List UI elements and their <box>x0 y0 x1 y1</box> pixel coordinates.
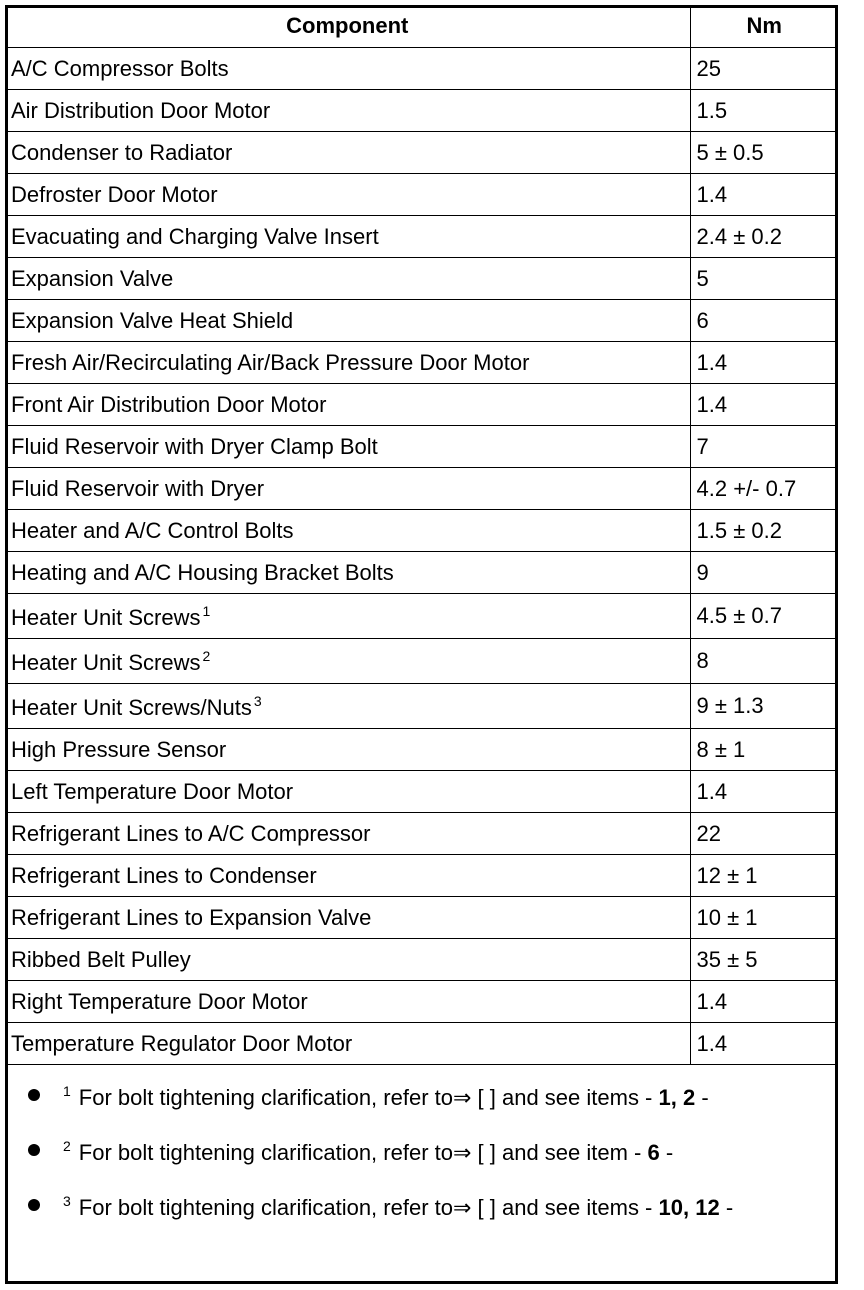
nm-cell: 10 ± 1 <box>690 897 838 939</box>
table-row <box>5 729 838 771</box>
footnote-marker: 1 <box>202 602 211 619</box>
bullet-icon <box>28 1144 40 1156</box>
table-row <box>5 258 838 300</box>
bullet-icon <box>28 1089 40 1101</box>
table-row <box>5 639 838 684</box>
nm-cell: 25 <box>690 48 838 90</box>
table-row <box>5 855 838 897</box>
nm-cell: 1.4 <box>690 342 838 384</box>
component-cell: Fluid Reservoir with Dryer Clamp Bolt <box>5 426 690 468</box>
footnote-end: - <box>665 1140 674 1165</box>
footnote-text <box>63 1193 733 1221</box>
table-row <box>5 48 838 90</box>
table-row <box>5 552 838 594</box>
nm-cell: 1.4 <box>690 1023 838 1065</box>
component-cell: A/C Compressor Bolts <box>5 48 690 90</box>
table-row <box>5 813 838 855</box>
nm-cell: 8 <box>690 639 838 684</box>
footnote-marker: 2 <box>63 1138 71 1154</box>
column-header-component: Component <box>5 5 690 48</box>
footnote-marker: 2 <box>202 647 211 664</box>
component-cell: Heating and A/C Housing Bracket Bolts <box>5 552 690 594</box>
nm-cell: 1.5 <box>690 90 838 132</box>
component-text: Heater Unit Screws <box>11 649 201 675</box>
footnotes <box>8 1075 835 1240</box>
nm-cell: 6 <box>690 300 838 342</box>
nm-cell: 1.4 <box>690 771 838 813</box>
footnote-text <box>63 1138 673 1166</box>
table-row <box>5 981 838 1023</box>
footnote-marker: 3 <box>63 1193 71 1209</box>
footnote-item <box>8 1185 835 1240</box>
footnote-item <box>8 1130 835 1185</box>
table-row <box>5 384 838 426</box>
footnote-items: 6 <box>647 1140 660 1165</box>
footnote-body: For bolt tightening clarification, refer to⇒ [ ] and see item - <box>78 1140 642 1165</box>
footnote-body: For bolt tightening clarification, refer to⇒ [ ] and see items - <box>78 1085 653 1110</box>
footnote-text <box>63 1083 709 1111</box>
component-text: Heater Unit Screws <box>11 604 201 630</box>
component-cell: Refrigerant Lines to Expansion Valve <box>5 897 690 939</box>
footnote-end: - <box>725 1195 734 1220</box>
footnote-items: 10, 12 <box>658 1195 720 1220</box>
nm-cell: 8 ± 1 <box>690 729 838 771</box>
table-row <box>5 939 838 981</box>
footnote-items: 1, 2 <box>658 1085 696 1110</box>
component-cell: Condenser to Radiator <box>5 132 690 174</box>
table-row <box>5 510 838 552</box>
column-header-nm: Nm <box>690 5 838 48</box>
component-cell <box>5 594 690 639</box>
footnote-marker: 3 <box>253 692 262 709</box>
nm-cell: 22 <box>690 813 838 855</box>
nm-cell: 1.4 <box>690 174 838 216</box>
footnote-marker: 1 <box>63 1083 71 1099</box>
component-cell: Right Temperature Door Motor <box>5 981 690 1023</box>
footnote-end: - <box>701 1085 709 1110</box>
table-row <box>5 216 838 258</box>
component-cell <box>5 684 690 729</box>
nm-cell: 5 <box>690 258 838 300</box>
nm-cell: 2.4 ± 0.2 <box>690 216 838 258</box>
nm-cell: 1.5 ± 0.2 <box>690 510 838 552</box>
nm-cell: 12 ± 1 <box>690 855 838 897</box>
component-cell: Air Distribution Door Motor <box>5 90 690 132</box>
component-cell: Expansion Valve Heat Shield <box>5 300 690 342</box>
component-cell: Heater and A/C Control Bolts <box>5 510 690 552</box>
table-row <box>5 897 838 939</box>
component-cell: Left Temperature Door Motor <box>5 771 690 813</box>
table-row <box>5 90 838 132</box>
table-row <box>5 594 838 639</box>
nm-cell: 4.2 +/- 0.7 <box>690 468 838 510</box>
nm-cell: 9 ± 1.3 <box>690 684 838 729</box>
torque-spec-table <box>5 5 838 1065</box>
nm-cell: 7 <box>690 426 838 468</box>
component-cell: Ribbed Belt Pulley <box>5 939 690 981</box>
nm-cell: 5 ± 0.5 <box>690 132 838 174</box>
table-row <box>5 1023 838 1065</box>
table-row <box>5 300 838 342</box>
table-header-row <box>5 5 838 48</box>
table-row <box>5 426 838 468</box>
nm-cell: 1.4 <box>690 981 838 1023</box>
table-row <box>5 174 838 216</box>
nm-cell: 35 ± 5 <box>690 939 838 981</box>
table-row <box>5 132 838 174</box>
component-cell: High Pressure Sensor <box>5 729 690 771</box>
component-cell: Evacuating and Charging Valve Insert <box>5 216 690 258</box>
component-cell: Temperature Regulator Door Motor <box>5 1023 690 1065</box>
component-cell: Expansion Valve <box>5 258 690 300</box>
component-cell: Fresh Air/Recirculating Air/Back Pressure Door Motor <box>5 342 690 384</box>
table-row <box>5 468 838 510</box>
component-cell: Refrigerant Lines to A/C Compressor <box>5 813 690 855</box>
footnote-body: For bolt tightening clarification, refer to⇒ [ ] and see items - <box>78 1195 653 1220</box>
nm-cell: 1.4 <box>690 384 838 426</box>
footnote-item <box>8 1075 835 1130</box>
component-cell <box>5 639 690 684</box>
bullet-icon <box>28 1199 40 1211</box>
table-row <box>5 771 838 813</box>
nm-cell: 9 <box>690 552 838 594</box>
component-text: Heater Unit Screws/Nuts <box>11 694 252 720</box>
component-cell: Defroster Door Motor <box>5 174 690 216</box>
nm-cell: 4.5 ± 0.7 <box>690 594 838 639</box>
component-cell: Refrigerant Lines to Condenser <box>5 855 690 897</box>
table-row <box>5 342 838 384</box>
component-cell: Fluid Reservoir with Dryer <box>5 468 690 510</box>
component-cell: Front Air Distribution Door Motor <box>5 384 690 426</box>
table-row <box>5 684 838 729</box>
